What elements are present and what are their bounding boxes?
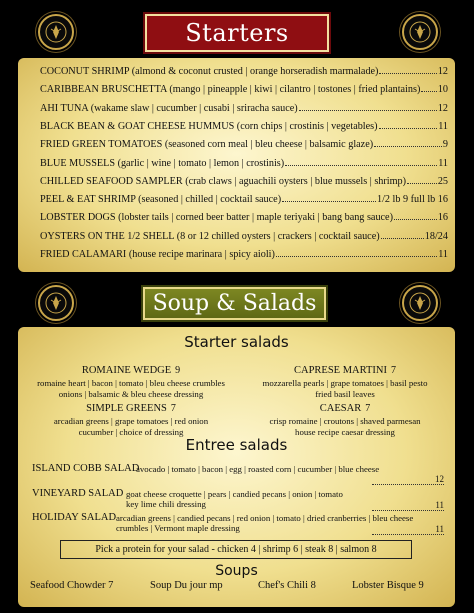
starter-item [40, 158, 448, 170]
starter-desc: (crab claws | aguachili oysters | blue mussels | shrimp) [182, 175, 407, 187]
starter-item [40, 103, 448, 115]
salad-simple-greens [22, 398, 240, 437]
starter-price: 9 [442, 139, 448, 151]
starter-item [40, 121, 448, 133]
protein-options: Pick a protein for your salad - chicken 4 | shrimp 6 | steak 8 | salmon 8 [60, 540, 412, 559]
entree-name: ISLAND COBB SALAD [32, 463, 140, 474]
salad-desc: house recipe caesar dressing [295, 426, 395, 437]
starter-desc: (8 or 12 chilled oysters | crackers | cocktail sauce) [174, 230, 380, 242]
starter-name: FRIED GREEN TOMATOES [40, 139, 163, 151]
leader-dots [299, 103, 437, 111]
entree-price: 12 [372, 474, 444, 485]
restaurant-emblem-icon [38, 14, 74, 50]
starter-text [40, 66, 378, 78]
restaurant-emblem-icon [402, 285, 438, 321]
salad-price: 7 [391, 365, 396, 376]
leader-dots [285, 158, 437, 166]
salad-caprese-martini [240, 360, 450, 399]
starter-name: PEEL & EAT SHRIMP [40, 194, 136, 206]
starter-name: BLACK BEAN & GOAT CHEESE HUMMUS [40, 120, 235, 132]
starter-desc: (lobster tails | corned beer batter | maple teriyaki | bang bang sauce) [115, 212, 393, 224]
starter-text [40, 231, 380, 243]
salad-desc: onions | balsamic & bleu cheese dressing [58, 388, 204, 399]
salad-name: ROMAINE WEDGE [81, 365, 172, 376]
salad-price: 7 [365, 403, 371, 414]
starter-price: 16 [437, 212, 448, 224]
starter-price: 25 [437, 175, 448, 187]
salad-name: CAESAR [319, 403, 362, 414]
starter-text [40, 194, 281, 206]
soup-salads-title: Soup & Salads [143, 287, 326, 320]
starter-price: 12 [437, 66, 448, 77]
starter-item [40, 66, 448, 78]
starter-text [40, 121, 378, 133]
starter-text [40, 158, 284, 170]
starter-name: CARIBBEAN BRUSCHETTA [40, 84, 167, 96]
starter-text [40, 176, 406, 188]
entree-desc: avocado | tomato | bacon | egg | roasted corn | cucumber | blue cheese [136, 464, 380, 474]
soup-item: Soup Du jour mp [150, 580, 223, 591]
starter-name: FRIED CALAMARI [40, 249, 127, 260]
leader-dots [407, 176, 437, 184]
starter-desc: (wakame slaw | cucumber | cusabi | sriracha sauce) [88, 102, 298, 114]
entree-desc: arcadian greens | candied pecans | red onion | tomato | dried cranberries | bleu cheese [116, 513, 414, 523]
entree-desc: key lime chili dressing [126, 499, 206, 509]
starter-desc: (seasoned corn meal | bleu cheese | balsamic glaze) [162, 139, 374, 151]
salad-desc: romaine heart | bacon | tomato | bleu cheese crumbles [37, 378, 225, 388]
salad-desc: fried basil leaves [315, 388, 375, 399]
starter-text [40, 212, 393, 224]
leader-dots [276, 249, 437, 257]
starter-name: BLUE MUSSELS [40, 157, 116, 169]
leader-dots [421, 84, 436, 92]
salad-name: CAPRESE MARTINI [293, 365, 387, 376]
starter-desc: (almond & coconut crusted | orange horseradish marmalade) [129, 66, 379, 77]
starter-name: AHI TUNA [40, 102, 89, 114]
starter-text [40, 249, 275, 261]
salad-name: SIMPLE GREENS [86, 403, 167, 414]
starter-price: 11 [438, 157, 448, 169]
soup-item: Lobster Bisque 9 [352, 580, 424, 591]
starter-salads-heading: Starter salads [184, 333, 289, 351]
starter-desc: (seasoned | chilled | cocktail sauce) [135, 194, 282, 206]
starter-item [40, 139, 448, 151]
starter-price: 1/2 lb 9 full lb 16 [376, 194, 448, 206]
starter-desc: (mango | pineapple | kiwi | cilantro | tostones | fried plantains) [166, 84, 421, 96]
restaurant-emblem-icon [38, 285, 74, 321]
salad-desc: arcadian greens | grape tomatoes | red onion [53, 416, 209, 426]
starter-price: 12 [437, 102, 448, 114]
entree-desc: goat cheese croquette | pears | candied pecans | onion | tomato [126, 489, 343, 499]
soups-heading: Soups [215, 563, 258, 579]
salad-desc: mozzarella pearls | grape tomatoes | basil pesto [262, 378, 428, 388]
starter-item [40, 212, 448, 224]
soup-item: Chef's Chili 8 [258, 580, 316, 591]
starter-name: LOBSTER DOGS [40, 212, 116, 224]
leader-dots [381, 231, 424, 239]
salad-caesar [240, 398, 450, 437]
entree-price: 11 [372, 500, 444, 511]
starter-desc: (house recipe marinara | spicy aioli) [126, 249, 275, 260]
starter-item [40, 84, 448, 96]
salad-desc: crisp romaine | croutons | shaved parmesan [269, 416, 421, 426]
starter-text [40, 103, 298, 115]
starter-price: 11 [438, 120, 448, 132]
starter-item [40, 249, 448, 261]
starter-text [40, 84, 420, 96]
starter-desc: (garlic | wine | tomato | lemon | crostinis) [115, 157, 285, 169]
leader-dots [282, 194, 376, 202]
starter-name: COCONUT SHRIMP [40, 66, 130, 77]
soup-item: Seafood Chowder 7 [30, 580, 114, 591]
salad-price: 9 [175, 365, 181, 376]
leader-dots [379, 121, 438, 129]
starter-item [40, 231, 448, 243]
restaurant-emblem-icon [402, 14, 438, 50]
starter-price: 10 [437, 84, 448, 96]
leader-dots [394, 212, 437, 220]
starter-item [40, 176, 448, 188]
salad-price: 7 [170, 403, 176, 414]
starter-item [40, 194, 448, 206]
starter-desc: (corn chips | crostinis | vegetables) [234, 120, 378, 132]
entree-price: 11 [372, 524, 444, 535]
entree-desc: crumbles | Vermont maple dressing [116, 523, 240, 533]
starter-name: OYSTERS ON THE 1/2 SHELL [40, 230, 175, 242]
salad-desc: cucumber | choice of dressing [78, 426, 184, 437]
leader-dots [379, 66, 436, 74]
starter-text [40, 139, 373, 151]
leader-dots [374, 139, 442, 147]
salad-romaine-wedge [22, 360, 240, 399]
starter-name: CHILLED SEAFOOD SAMPLER [40, 175, 183, 187]
entree-salads-heading: Entree salads [185, 436, 288, 454]
starter-price: 18/24 [424, 230, 448, 242]
entree-name: VINEYARD SALAD [32, 488, 124, 499]
starters-title: Starters [145, 14, 329, 52]
entree-name: HOLIDAY SALAD [32, 512, 117, 523]
starter-price: 11 [438, 249, 448, 260]
